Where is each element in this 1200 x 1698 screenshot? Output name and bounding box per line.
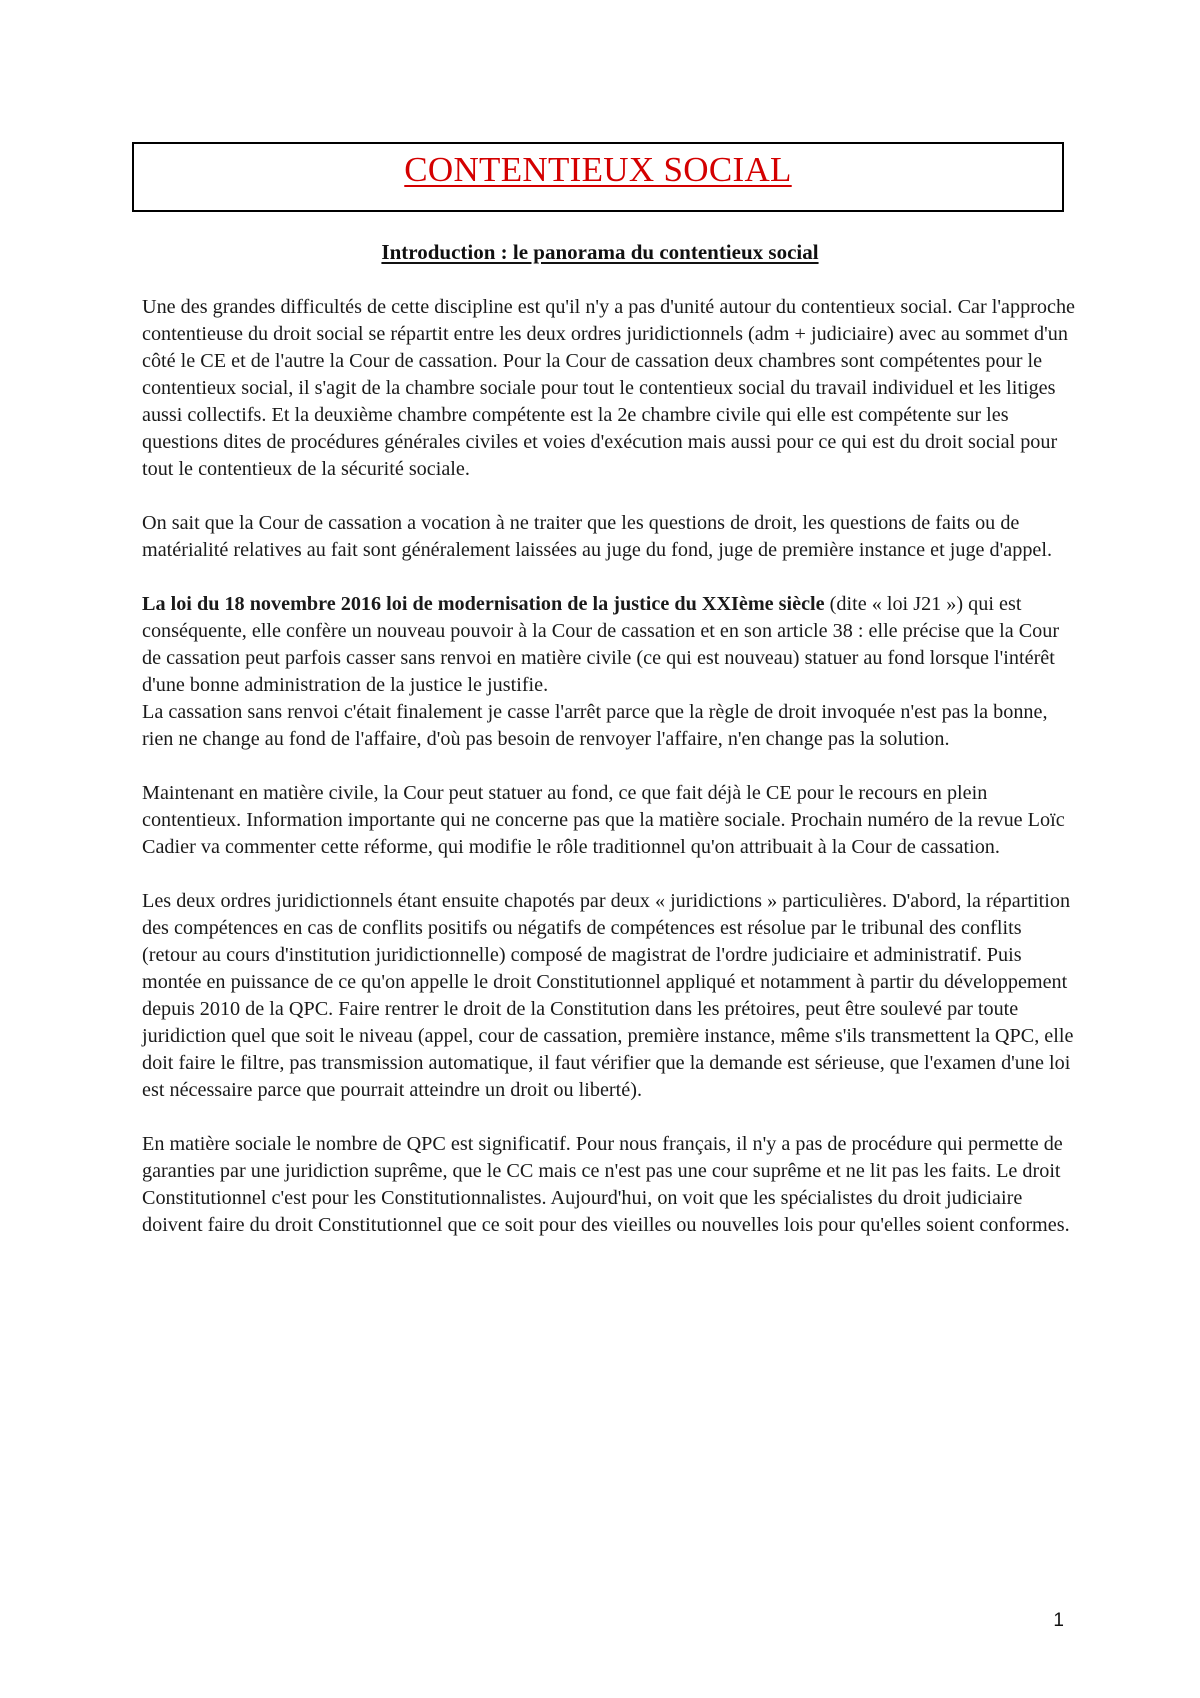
paragraph-4: La cassation sans renvoi c'était finalement je casse l'arrêt parce que la règle de droit invoquée n'est pas la bonne, rien ne change au fond de l'affaire, d'où pas besoin de renvoyer l'affaire, n'en change pas la solution. [142,701,1048,750]
paragraph-7: En matière sociale le nombre de QPC est significatif. Pour nous français, il n'y a pas de procédure qui permette de garanties par une juridiction suprême, que le CC mais ce n'est pas une cour suprême et ne lit pas les faits. Le droit Constitutionnel c'est pour les Constitutionnalistes. Aujourd'hui, on voit que les spécialistes du droit judiciaire doivent faire du droit Constitutionnel que ce soit pour des vieilles ou nouvelles lois pour qu'elles soient conformes. [142,1133,1070,1236]
intro-heading: Introduction : le panorama du contentieux social [381,240,819,264]
paragraph-6: Les deux ordres juridictionnels étant ensuite chapotés par deux « juridictions » particulières. D'abord, la répartition des compétences en cas de conflits positifs ou négatifs de compétences est résolue par le tribunal des conflits (retour au cours d'institution juridictionnelle) composé de magistrat de l'ordre judiciaire et administratif. Puis montée en puissance de ce qu'on appelle le droit Constitutionnel appliqué et notamment à partir du développement depuis 2010 de la QPC. Faire rentrer le droit de la Constitution dans les prétoires, peut être soulevé par toute juridiction quel que soit le niveau (appel, cour de cassation, première instance, même s'ils transmettent la QPC, elle doit faire le filtre, pas transmission automatique, il faut vérifier que la demande est sérieuse, que l'examen d'une loi est nécessaire parce que pourrait atteindre un droit ou liberté). [142,890,1074,1101]
paragraph-3-text: (dite « loi J21 ») qui est conséquente, elle confère un nouveau pouvoir à la Cour de cassation et en son article 38 : elle précise que la Cour de cassation peut parfois casser sans renvoi en matière civile (ce qui est nouveau) statuer au fond lorsque l'intérêt d'une bonne administration de la justice le justifie. [142,593,1060,696]
law-reference: La loi du 18 novembre 2016 loi de modernisation de la justice du XXIème siècle [142,593,825,615]
paragraph-1: Une des grandes difficultés de cette discipline est qu'il n'y a pas d'unité autour du contentieux social. Car l'approche contentieuse du droit social se répartit entre les deux ordres juridictionnels (adm + judiciaire) avec au sommet d'un côté le CE et de l'autre la Cour de cassation. Pour la Cour de cassation deux chambres sont compétentes pour le contentieux social, il s'agit de la chambre sociale pour tout le contentieux social du travail individuel et les litiges aussi collectifs. Et la deuxième chambre compétente est la 2e chambre civile qui elle est compétente sur les questions dites de procédures générales civiles et voies d'exécution mais aussi pour ce qui est du droit social pour tout le contentieux de la sécurité sociale. [142,296,1075,480]
paragraph-3 [142,591,1077,699]
document-title: CONTENTIEUX SOCIAL [404,150,792,189]
paragraph-2: On sait que la Cour de cassation a vocation à ne traiter que les questions de droit, les questions de faits ou de matérialité relatives au fait sont généralement laissées au juge du fond, juge de première instance et juge d'appel. [142,512,1053,561]
paragraph-5: Maintenant en matière civile, la Cour peut statuer au fond, ce que fait déjà le CE pour le recours en plein contentieux. Information importante qui ne concerne pas que la matière sociale. Prochain numéro de la revue Loïc Cadier va commenter cette réforme, qui modifie le rôle traditionnel qu'on attribuait à la Cour de cassation. [142,782,1065,858]
page-number: 1 [1053,1610,1064,1631]
document-body [142,294,1077,1266]
title-box [132,142,1064,212]
